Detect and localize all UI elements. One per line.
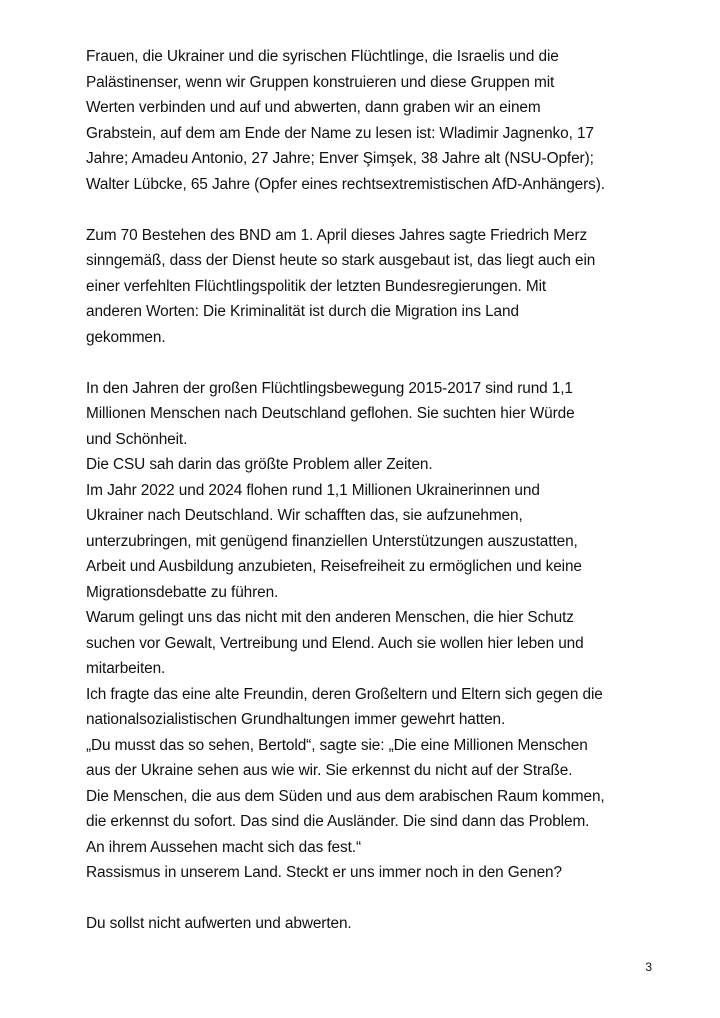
- text-line: Ich fragte das eine alte Freundin, deren Großeltern und Eltern sich gegen die: [86, 685, 603, 703]
- text-line: suchen vor Gewalt, Vertreibung und Elend. Auch sie wollen hier leben und: [86, 634, 584, 652]
- text-line: einer verfehlten Flüchtlingspolitik der letzten Bundesregierungen. Mit: [86, 277, 547, 295]
- text-line: Im Jahr 2022 und 2024 flohen rund 1,1 Millionen Ukrainerinnen und: [86, 481, 540, 499]
- text-line: Die CSU sah darin das größte Problem aller Zeiten.: [86, 456, 433, 473]
- text-line: anderen Worten: Die Kriminalität ist durch die Migration ins Land: [86, 303, 519, 320]
- text-line: sinngemäß, dass der Dienst heute so stark ausgebaut ist, das liegt auch ein: [86, 252, 596, 269]
- text-line: Millionen Menschen nach Deutschland geflohen. Sie suchten hier Würde: [86, 405, 575, 422]
- text-line: Grabstein, auf dem am Ende der Name zu lesen ist: Wladimir Jagnenko, 17: [86, 124, 594, 142]
- body-text: [86, 44, 686, 937]
- text-line: An ihrem Aussehen macht sich das fest.“: [86, 838, 361, 856]
- text-line: In den Jahren der großen Flüchtlingsbewegung 2015-2017 sind rund 1,1: [86, 379, 573, 397]
- text-line: und Schönheit.: [86, 430, 188, 448]
- text-line: unterzubringen, mit genügend finanziellen Unterstützungen auszustatten,: [86, 532, 578, 550]
- text-line: Walter Lübcke, 65 Jahre (Opfer eines rechtsextremistischen AfD-Anhängers).: [86, 175, 605, 193]
- text-line: Migrationsdebatte zu führen.: [86, 583, 279, 601]
- text-line: aus der Ukraine sehen aus wie wir. Sie erkennst du nicht auf der Straße.: [86, 762, 573, 779]
- text-line: Werten verbinden und auf und abwerten, dann graben wir an einem: [86, 99, 541, 116]
- text-line: Palästinenser, wenn wir Gruppen konstruieren und diese Gruppen mit: [86, 73, 555, 91]
- text-line: „Du musst das so sehen, Bertold“, sagte sie: „Die eine Millionen Menschen: [86, 736, 588, 754]
- page-number: 3: [645, 960, 652, 974]
- text-line: die erkennst du sofort. Das sind die Ausländer. Die sind dann das Problem.: [86, 813, 590, 830]
- paragraph-gap: [86, 886, 686, 912]
- text-line: Arbeit und Ausbildung anzubieten, Reisefreiheit zu ermöglichen und keine: [86, 558, 582, 575]
- text-line: Frauen, die Ukrainer und die syrischen Flüchtlinge, die Israelis und die: [86, 48, 559, 65]
- text-line: nationalsozialistischen Grundhaltungen immer gewehrt hatten.: [86, 711, 506, 728]
- text-line: Zum 70 Bestehen des BND am 1. April dieses Jahres sagte Friedrich Merz: [86, 226, 588, 244]
- text-line: mitarbeiten.: [86, 660, 166, 677]
- text-line: Warum gelingt uns das nicht mit den anderen Menschen, die hier Schutz: [86, 609, 574, 626]
- text-line: Die Menschen, die aus dem Süden und aus dem arabischen Raum kommen,: [86, 787, 605, 805]
- paragraph-gap: [86, 197, 686, 223]
- text-line: gekommen.: [86, 328, 166, 346]
- text-line: Jahre; Amadeu Antonio, 27 Jahre; Enver Şimşek, 38 Jahre alt (NSU-Opfer);: [86, 150, 594, 167]
- text-line: Ukrainer nach Deutschland. Wir schafften das, sie aufzunehmen,: [86, 507, 523, 524]
- text-line: Du sollst nicht aufwerten und abwerten.: [86, 915, 352, 932]
- paragraph-gap: [86, 350, 686, 376]
- text-line: Rassismus in unserem Land. Steckt er uns immer noch in den Genen?: [86, 864, 562, 881]
